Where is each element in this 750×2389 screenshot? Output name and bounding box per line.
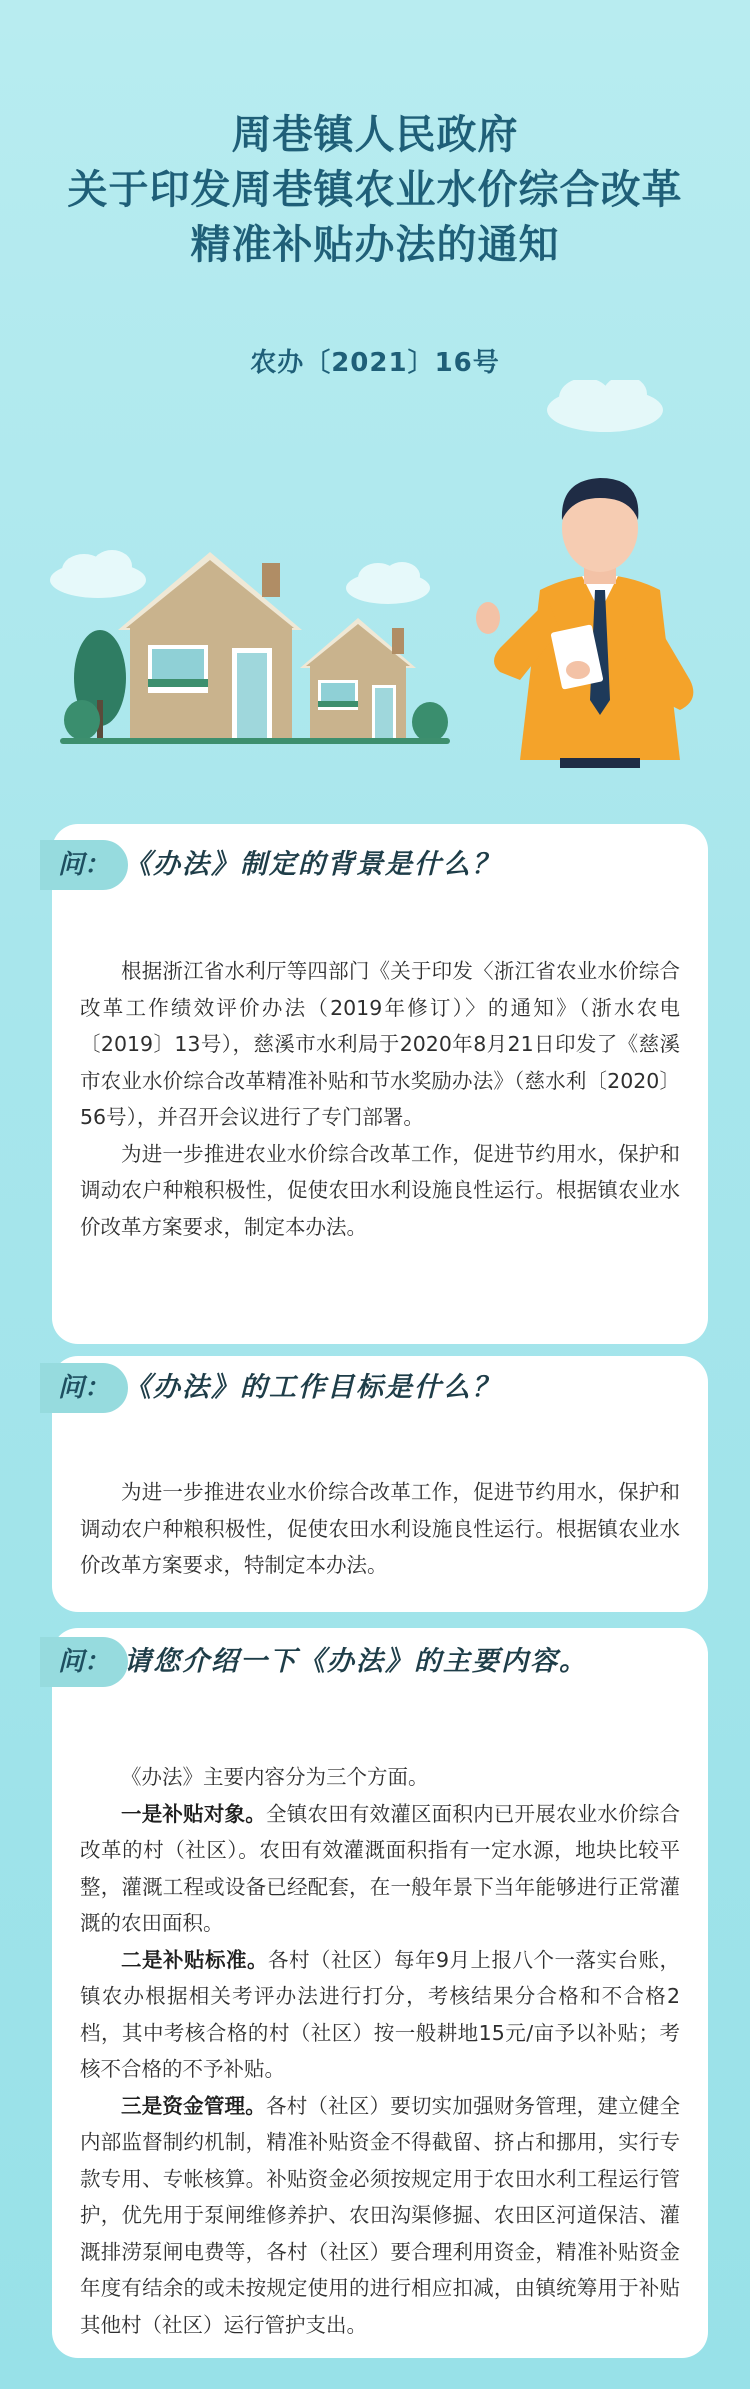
answer-item [80,2088,680,2344]
answer-text [80,953,680,1245]
title-block [0,108,750,273]
item-lead: 一是补贴对象。 [121,1801,266,1826]
question-heading: 《办法》的工作目标是什么？ [124,1372,501,1403]
question-heading: 请您介绍一下《办法》的主要内容。 [124,1646,588,1677]
question-label-tag: 问： [40,1637,128,1687]
presenter-figure-icon [476,478,693,768]
header-illustration [0,380,750,800]
cloud-icon [547,380,663,432]
answer-paragraph: 为进一步推进农业水价综合改革工作，促进节约用水，保护和调动农户种粮积极性，促使农田水利设施良性运行。根据镇农业水价改革方案要求，制定本办法。 [80,1141,680,1239]
title-line-2: 关于印发周巷镇农业水价综合改革 [67,167,683,213]
answer-item [80,1796,680,1942]
document-number: 农办〔2021〕16号 [250,348,500,378]
cloud-icon [50,550,146,598]
answer-text [80,1759,680,2343]
title-line-3: 精准补贴办法的通知 [190,222,560,268]
answer-text [80,1474,680,1584]
answer-paragraph: 为进一步推进农业水价综合改革工作，促进节约用水，保护和调动农户种粮积极性，促使农田水利设施良性运行。根据镇农业水价改革方案要求，特制定本办法。 [80,1480,680,1577]
question-label-tag: 问： [40,1363,128,1413]
answer-paragraph: 根据浙江省水利厅等四部门《关于印发〈浙江省农业水价综合改革工作绩效评价办法（2019年修订）〉的通知》（浙水农电〔2019〕13号），慈溪市水利局于2020年8月21日印发了《慈溪市农业水价综合改革精准补贴和节水奖励办法》（慈水利〔2020〕56号），并召开会议进行了专门部署。 [80,959,680,1129]
item-text: 各村（社区）每年9月上报八个一落实台账，镇农办根据相关考评办法进行打分，考核结果分合格和不合格2档，其中考核合格的村（社区）按一般耕地15元/亩予以补贴；考核不合格的不予补贴。 [80,1947,681,2081]
title-line-1: 周巷镇人民政府 [231,112,519,158]
item-lead: 二是补贴标准。 [121,1947,268,1972]
question-label-tag: 问： [40,840,128,890]
question-heading: 《办法》制定的背景是什么？ [124,849,501,880]
cloud-icon [346,562,430,604]
item-text: 全镇农田有效灌区面积内已开展农业水价综合改革的村（社区）。农田有效灌溉面积指有一定水源，地块比较平整，灌溉工程或设备已经配套，在一般年景下当年能够进行正常灌溉的农田面积。 [80,1801,681,1935]
answer-intro: 《办法》主要内容分为三个方面。 [121,1765,429,1789]
answer-item [80,1942,680,2088]
item-lead: 三是资金管理。 [121,2093,266,2118]
item-text: 各村（社区）要切实加强财务管理，建立健全内部监督制约机制，精准补贴资金不得截留、挤占和挪用，实行专款专用、专帐核算。补贴资金必须按规定用于农田水利工程运行管护，优先用于泵闸维修养护、农田沟渠修掘、农田区河道保洁、灌溉排涝泵闸电费等，各村（社区）要合理利用资金，精准补贴资金年度有结余的或未按规定使用的进行相应扣减，由镇统筹用于补贴其他村（社区）运行管护支出。 [80,2093,681,2337]
house-icon [300,618,416,740]
